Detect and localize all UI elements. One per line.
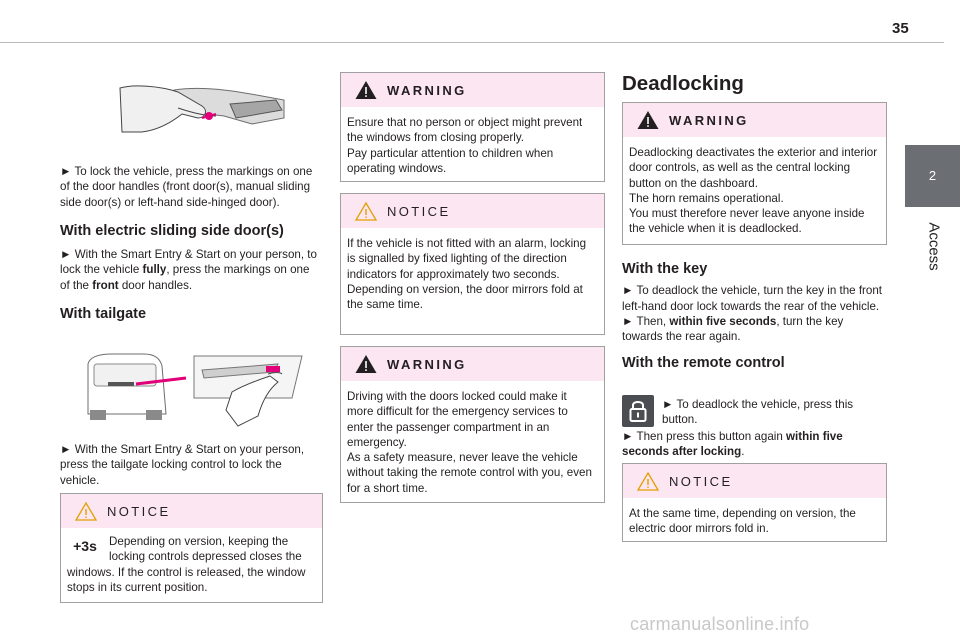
notice-box-windows — [60, 493, 323, 603]
watermark: carmanualsonline.info — [630, 614, 810, 634]
section-label: Access — [925, 222, 943, 271]
notice-header — [61, 494, 322, 528]
warning-triangle-icon — [355, 80, 377, 100]
header-divider — [0, 42, 944, 43]
key-step-1: ► To deadlock the vehicle, turn the key in the front left-hand door lock towards the rear of the vehicle. — [622, 284, 883, 313]
warning-text: Ensure that no person or object might prevent the windows from closing properly. Pay particular attention to children when operating windows. — [347, 116, 583, 175]
warning-header — [341, 347, 604, 381]
notice-header — [623, 464, 886, 498]
section-tab[interactable]: 2 — [905, 145, 960, 207]
notice-title: NOTICE — [387, 203, 451, 219]
notice-triangle-icon — [75, 501, 97, 521]
tailgate-heading: With tailgate — [60, 306, 147, 323]
with-remote-heading: With the remote control — [622, 355, 785, 372]
warning-box-windows — [340, 72, 605, 182]
warning-header — [341, 73, 604, 107]
notice-box-locking-signal — [340, 193, 605, 335]
notice-header — [341, 194, 604, 228]
remote-step-2: ► Then press this button again within five seconds after locking. — [622, 430, 843, 459]
warning-title: WARNING — [669, 112, 749, 128]
notice-text: If the vehicle is not fitted with an alarm, locking is signalled by fixed lighting of the direction indicators for approximately two seconds. Depending on version, the door mirrors fold at the same time. — [347, 237, 587, 312]
tailgate-illustration — [82, 350, 307, 430]
notice-box-mirrors — [622, 463, 887, 542]
warning-title: WARNING — [387, 356, 467, 372]
warning-box-emergency — [340, 346, 605, 503]
electric-sliding-text: ► With the Smart Entry & Start on your person, to lock the vehicle fully, press the markings on one of the front door handles. — [60, 248, 317, 292]
plus-3s-icon: +3s — [73, 538, 97, 555]
column-3-text — [622, 262, 884, 378]
warning-triangle-icon — [355, 354, 377, 374]
key-step-2: ► Then, within five seconds, turn the key towards the rear again. — [622, 314, 844, 344]
notice-triangle-icon — [637, 471, 659, 491]
page-number: 35 — [892, 20, 909, 37]
notice-text: Depending on version, keeping the locking controls depressed closes the windows. If the control is released, the window stops in its current position. — [67, 535, 306, 594]
lock-button-icon — [622, 395, 654, 427]
tailgate-text: ► With the Smart Entry & Start on your person, press the tailgate locking control to lock the vehicle. — [60, 443, 305, 487]
warning-header — [623, 103, 886, 137]
column-1 — [60, 164, 322, 322]
door-handle-illustration — [112, 78, 288, 150]
lock-instruction: ► To lock the vehicle, press the markings on one of the door handles (front door(s), manual sliding side door(s) or left-hand side-hinged door). — [60, 165, 313, 209]
remote-step-1: ► To deadlock the vehicle, press this button. — [662, 398, 854, 427]
electric-sliding-heading: With electric sliding side door(s) — [60, 222, 284, 239]
warning-text: Driving with the doors locked could make it more difficult for the emergency services to enter the passenger compartment in an emergency. As a safety measure, never leave the vehicle without taking the remote control with you, even for a short time. — [347, 390, 592, 495]
notice-title: NOTICE — [669, 473, 733, 489]
warning-text: Deadlocking deactivates the exterior and interior door controls, as well as the central locking button on the dashboard. The horn remains operational. You must therefore never leave anyone inside the vehicle when it is deadlocked. — [629, 146, 878, 236]
warning-triangle-icon — [637, 110, 659, 130]
notice-triangle-icon — [355, 201, 377, 221]
deadlocking-title: Deadlocking — [622, 72, 744, 95]
with-key-heading: With the key — [622, 261, 708, 277]
notice-title: NOTICE — [107, 503, 171, 519]
warning-box-deadlocking — [622, 102, 887, 245]
warning-title: WARNING — [387, 82, 467, 98]
notice-text: At the same time, depending on version, the electric door mirrors fold in. — [629, 507, 856, 536]
tailgate-text-block — [60, 442, 322, 494]
